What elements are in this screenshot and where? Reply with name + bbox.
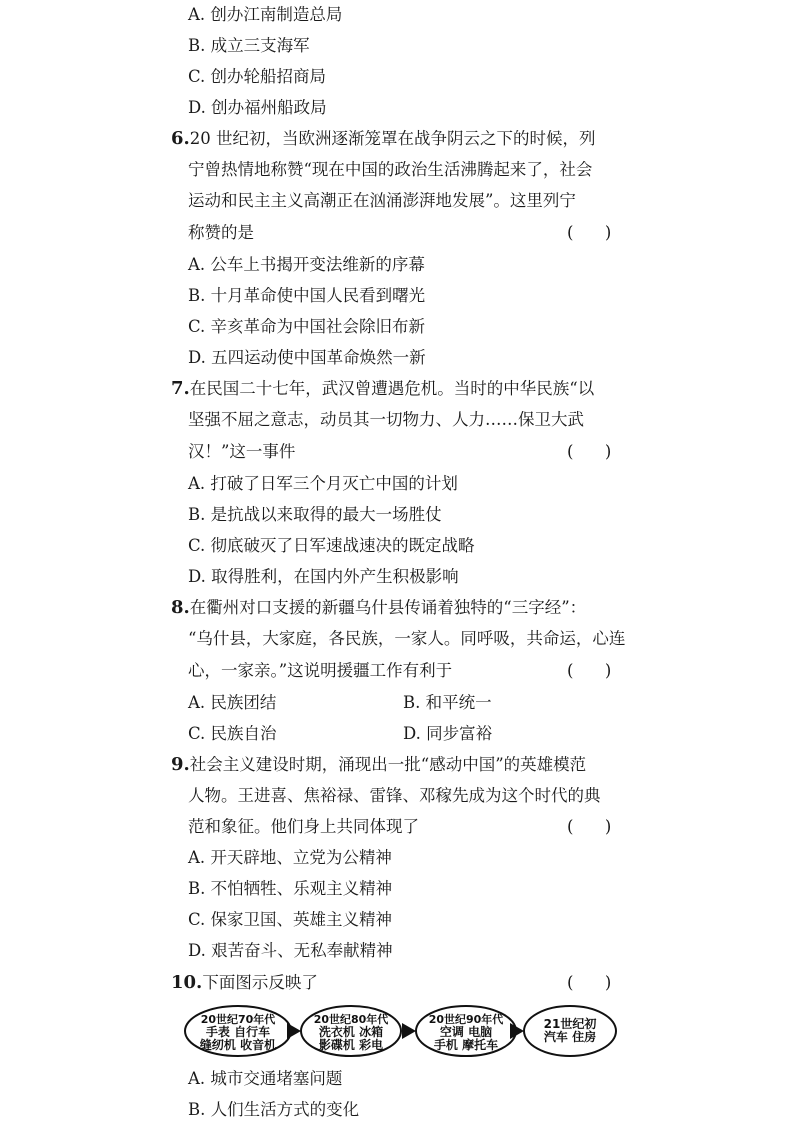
q8-option-a: A. 民族团结 xyxy=(188,693,277,712)
q5-option-d: D. 创办福州船政局 xyxy=(188,98,327,117)
q9-stem-line-3: 范和象征。他们身上共同体现了 xyxy=(188,817,419,836)
q6-option-b: B. 十月革命使中国人民看到曙光 xyxy=(188,286,426,305)
q8-stem-line-1 xyxy=(171,597,586,619)
q7-text: 在民国二十七年，武汉曾遭遇危机。当时的中华民族“以 xyxy=(189,379,595,398)
stage-1980s xyxy=(309,1013,393,1052)
q10-text: 下面图示反映了 xyxy=(202,973,318,992)
q9-stem-line-1 xyxy=(171,754,586,776)
q5-option-b: B. 成立三支海军 xyxy=(188,36,310,55)
q8-answer-blank: ( ) xyxy=(567,661,612,680)
q8-stem-line-3: 心，一家亲。”这说明援疆工作有利于 xyxy=(188,661,453,680)
consumer-goods-diagram xyxy=(183,1004,630,1058)
q6-stem-line-2: 宁曾热情地称赞“现在中国的政治生活沸腾起来了，社会 xyxy=(188,160,593,179)
q6-number: 6. xyxy=(171,128,190,149)
q8-text: 在衢州对口支援的新疆乌什县传诵着独特的“三字经”： xyxy=(189,598,587,617)
q6-text: 20 世纪初，当欧洲逐渐笼罩在战争阴云之下的时候，列 xyxy=(189,129,596,148)
stage-item: 手机 摩托车 xyxy=(433,1038,499,1052)
q6-option-c: C. 辛亥革命为中国社会除旧布新 xyxy=(188,317,426,336)
q6-option-d: D. 五四运动使中国革命焕然一新 xyxy=(188,348,426,367)
q9-option-c: C. 保家卫国、英雄主义精神 xyxy=(188,910,393,929)
q9-stem-line-2: 人物。王进喜、焦裕禄、雷锋、邓稼先成为这个时代的典 xyxy=(188,786,601,805)
q9-number: 9. xyxy=(171,754,190,775)
q10-answer-blank: ( ) xyxy=(567,973,612,992)
q6-answer-blank: ( ) xyxy=(567,223,612,242)
q7-option-b: B. 是抗战以来取得的最大一场胜仗 xyxy=(188,505,442,524)
stage-era: 20世纪70年代 xyxy=(200,1013,276,1026)
stage-item: 空调 电脑 xyxy=(439,1025,493,1039)
q6-stem-line-3: 运动和民主主义高潮正在汹涌澎湃地发展”。这里列宁 xyxy=(188,191,576,210)
q5-option-a: A. 创办江南制造总局 xyxy=(188,5,343,24)
q10-stem-line-1 xyxy=(171,972,318,994)
stage-item: 汽车 住房 xyxy=(543,1030,597,1044)
stage-era: 20世纪90年代 xyxy=(428,1013,504,1026)
q9-option-a: A. 开天辟地、立党为公精神 xyxy=(188,848,392,867)
q8-option-b: B. 和平统一 xyxy=(403,693,492,712)
q8-option-c: C. 民族自治 xyxy=(188,724,277,743)
q10-option-a: A. 城市交通堵塞问题 xyxy=(188,1069,343,1088)
q6-stem-line-1 xyxy=(171,128,596,150)
q6-option-a: A. 公车上书揭开变法维新的序幕 xyxy=(188,255,425,274)
stage-1970s xyxy=(193,1013,283,1052)
q7-option-d: D. 取得胜利，在国内外产生积极影响 xyxy=(188,567,459,586)
stage-1990s xyxy=(424,1013,508,1052)
q10-number: 10. xyxy=(171,972,203,993)
q6-stem-line-4: 称赞的是 xyxy=(188,223,254,242)
q7-stem-line-1 xyxy=(171,378,594,400)
q10-option-b: B. 人们生活方式的变化 xyxy=(188,1100,360,1119)
q7-answer-blank: ( ) xyxy=(567,442,612,461)
q9-option-b: B. 不怕牺牲、乐观主义精神 xyxy=(188,879,393,898)
q7-option-a: A. 打破了日军三个月灭亡中国的计划 xyxy=(188,474,458,493)
q9-option-d: D. 艰苦奋斗、无私奉献精神 xyxy=(188,941,393,960)
stage-item: 缝纫机 收音机 xyxy=(199,1038,277,1052)
q7-number: 7. xyxy=(171,378,190,399)
stage-item: 影碟机 彩电 xyxy=(318,1038,384,1052)
q5-option-c: C. 创办轮船招商局 xyxy=(188,67,327,86)
q8-option-d: D. 同步富裕 xyxy=(403,724,493,743)
q7-option-c: C. 彻底破灭了日军速战速决的既定战略 xyxy=(188,536,475,555)
stage-era: 21世纪初 xyxy=(543,1017,597,1031)
q7-stem-line-3: 汉！”这一事件 xyxy=(188,442,296,461)
stage-item: 洗衣机 冰箱 xyxy=(318,1025,384,1039)
q7-stem-line-2: 坚强不屈之意志，动员其一切物力、人力……保卫大武 xyxy=(188,410,584,429)
q9-answer-blank: ( ) xyxy=(567,817,612,836)
q9-text: 社会主义建设时期，涌现出一批“感动中国”的英雄模范 xyxy=(189,755,587,774)
stage-2000s xyxy=(532,1018,608,1044)
stage-item: 手表 自行车 xyxy=(205,1025,271,1039)
stage-era: 20世纪80年代 xyxy=(313,1013,389,1026)
q8-number: 8. xyxy=(171,597,190,618)
q8-stem-line-2: “乌什县，大家庭，各民族，一家人。同呼吸，共命运，心连 xyxy=(188,629,626,648)
